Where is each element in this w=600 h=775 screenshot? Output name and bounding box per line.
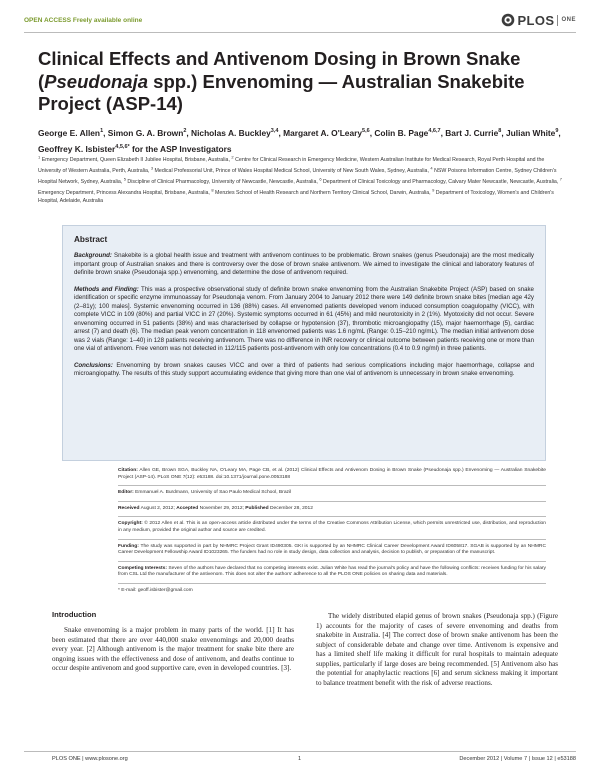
article-title [38, 48, 568, 116]
title-line: Clinical Effects and Antivenom Dosing in Brown Snake [38, 48, 521, 69]
author: Colin B. Page$^{4,6,7}$, [374, 127, 446, 138]
meta-divider [118, 561, 546, 562]
affiliation: $^7$ Emergency Department, Princess Alexandra Hospital, Brisbane, Australia, [38, 175, 562, 196]
affiliation: $^8$ Menzies School of Health Research and Northern Territory Clinical School, Darwin, Australia, [211, 186, 431, 196]
abstract-box [62, 225, 546, 461]
dates: Received August 2, 2012; Accepted November 29, 2012; Published December 28, 2012 [118, 505, 313, 511]
editor: Editor: Emmanuel A. Burdmann, University of Sao Paulo Medical School, Brazil [118, 490, 292, 496]
abstract-background: Background: Snakebite is a global health issue and treatment with antivenom continues to be problematic. Brown snakes (genus Pseudonaja) are the most medically important group of Australian snakes and there is controversy over the dose of brown snake antivenom. We aimed to investigate the clinical and laboratory features of definite brown snake (Pseudonaja spp.) envenoming, and determine the dose of antivenom required. [74, 252, 534, 276]
header-rule [24, 32, 576, 33]
logo-one-text: ONE [561, 17, 576, 23]
affiliation: $^4$ NSW Poisons Information Centre, Sydney Children's Hospital Network, Sydney, Australia, [38, 164, 557, 185]
author: Bart J. Currie$^8$, [445, 127, 507, 138]
section-heading-introduction: Introduction [52, 610, 97, 619]
abstract-heading: Abstract [74, 235, 108, 244]
affiliation: $^9$ Department of Toxicology, Women's and Children's Hospital, Adelaide, Australia [38, 186, 554, 204]
meta-divider [118, 485, 546, 486]
copyright: Copyright: © 2012 Allen et al. This is an open-access article distributed under the terms of the Creative Commons Attribution License, which permits unrestricted use, distribution, and reproduction in any medium, provided the original author and source are credited. [118, 521, 546, 533]
logo-divider [557, 15, 558, 26]
body-column-left [52, 610, 294, 674]
competing-interests: Competing Interests: Seven of the authors have declared that no competing interests exist. Julian White has read the journal's policy and have the following conflicts: receives funding for his salary from CSL Ltd the manufacturer of the antivenom. This does not alter the authors' adherence to all the PLOS ONE policies on sharing data and materials. [118, 565, 546, 578]
funding: Funding: The study was supported in part by NHMRC Project Grant ID490305. GKI is supported by an NHMRC Clinical Career Development Award ID605817. SGAB is supported by an NHMRC Career Development Fellowship Award ID1023265. The funders had no role in study design, data collection and analysis, decision to publish, or preparation of the manuscript. [118, 543, 546, 556]
title-line: Project (ASP-14) [38, 93, 183, 114]
footer-journal: PLOS ONE | www.plosone.org [52, 756, 128, 762]
author-group: for the ASP Investigators [131, 143, 232, 154]
plos-logo-icon [501, 13, 515, 27]
meta-divider [118, 539, 546, 540]
affiliation: $^2$ Centre for Clinical Research in Emergency Medicine, Western Australian Institute for Medical Research, Royal Perth Hospital and the University of Western Australia, Perth, Australia, [38, 154, 545, 174]
body-paragraph: Snake envenoming is a major problem in many parts of the world. [1] It has been estimated that there are over 440,000 snake envenomings and 20,000 deaths every year. [2] Although antivenom is the major treatment for snake bite there are ongoing issues with the effectiveness and dose of antivenom, and deaths continue to occur despite antivenom and good supportive care, even in developed countries. [3]. [52, 626, 294, 672]
meta-divider [118, 516, 546, 517]
corresponding-email[interactable]: * E-mail: geoff.isbister@gmail.com [118, 587, 193, 593]
abstract-methods: Methods and Finding: This was a prospective observational study of definite brown snake envenoming from the Australian Snakebite Project (ASP) based on snake identification or specific enzyme immunoassay for Pseudonaja venom. From January 2004 to January 2012 there were 149 definite brown snake bites [median age 42y (2–81y); 100 males]. Systemic envenoming occurred in 136 (88%) cases. All envenomed patients developed venom induced consumption coagulopathy (VICC), with complete VICC in 109 (80%) and partial VICC in 27 (20%). Systemic symptoms occurred in 61 (45%) and mild neurotoxicity in 2 (1%). Myotoxicity did not occur. Severe envenoming occurred in 51 patients (38%) and was characterised by collapse or hypotension (37), thrombotic microangiopathy (15), major haemorrhage (5), cardiac arrest (7) and death (6). The median peak venom concentration in 118 envenomed patients was 1.6 ng/mL (Range: 0.15–210 ng/mL). The median initial antivenom dose was 2 vials (Range: 1–40) in 128 patients receiving antivenom. There was no difference in INR recovery or clinical outcome between patients receiving one or more than one vial of antivenom. Free venom was not detected in 112/115 patients post-antivenom with only low concentrations (0.4 to 0.9 ng/ml) in three patients. [74, 285, 534, 352]
journal-header [24, 10, 576, 32]
affiliation: $^6$ Department of Clinical Toxicology and Pharmacology, Calvary Mater Newcastle, Newcastle, Australia, [319, 175, 559, 185]
footer-issue: December 2012 | Volume 7 | Issue 12 | e53188 [459, 756, 576, 762]
author-list [38, 124, 568, 156]
author: Margaret A. O'Leary$^{5,6}$, [283, 127, 375, 138]
open-access-label: OPEN ACCESS Freely available online [24, 17, 143, 24]
author: Simon G. A. Brown$^2$, [107, 127, 192, 138]
title-line: (Pseudonaja spp.) Envenoming — Australian Snakebite [38, 70, 525, 92]
footer-rule [24, 751, 576, 752]
logo-plos-text: PLOS [517, 12, 555, 28]
body-paragraph: The widely distributed elapid genus of brown snakes (Pseudonaja spp.) (Figure 1) accounts for the majority of cases of severe envenoming and deaths from snakebite in Australia. [4] The correct dose of brown snake antivenom has been the subject of considerable debate and change over time. Antivenom is expensive and has a limited shelf life making it difficult for rural hospitals to maintain adequate supplies, particularly if large doses are being recommended. [5] Antivenom also has the potential for anaphylactic reactions [6] and serum sickness making it important to balance treatment benefit with the risk of adverse reactions. [316, 612, 558, 687]
meta-divider [118, 501, 546, 502]
affiliations [38, 153, 568, 205]
author: George E. Allen$^1$, [38, 127, 108, 138]
plos-one-logo [501, 12, 576, 28]
affiliation: $^1$ Emergency Department, Queen Elizabeth II Jubilee Hospital, Brisbane, Australia, [38, 154, 230, 163]
title-genus: Pseudonaja [44, 70, 149, 92]
article-metadata [118, 468, 546, 599]
abstract-conclusions: Conclusions: Envenoming by brown snakes causes VICC and over a third of patients had serious complications including major haemorrhage, collapse and microangiopathy. The results of this study support accumulating evidence that giving more than one vial of antivenom is unnecessary in brown snake envenoming. [74, 361, 534, 377]
author: Nicholas A. Buckley$^{3,4}$, [191, 127, 284, 138]
page-number: 1 [298, 756, 302, 762]
citation: Citation: Allen GE, Brown SGA, Buckley NA, O'Leary MA, Page CB, et al. (2012) Clinical Effects and Antivenom Dosing in Brown Snake (Pseudonaja spp.) Envenoming — Australian Snakebite Project (ASP-14). PLoS ONE 7(12): e53188. doi:10.1371/journal.pone.0053188 [118, 468, 546, 480]
affiliation: $^5$ Discipline of Clinical Pharmacology, University of Newcastle, Newcastle, Australia, [123, 175, 318, 185]
author: Geoffrey K. Isbister$^{4,5,6*}$ [38, 143, 130, 154]
author: Julian White$^9$, [506, 127, 561, 138]
affiliation: $^3$ Medical Professorial Unit, Prince of Wales Hospital Medical School, University of New South Wales, Sydney, Australia, [150, 164, 429, 174]
open-access-banner [24, 17, 142, 24]
body-column-right [316, 610, 558, 688]
meta-divider [118, 583, 546, 584]
